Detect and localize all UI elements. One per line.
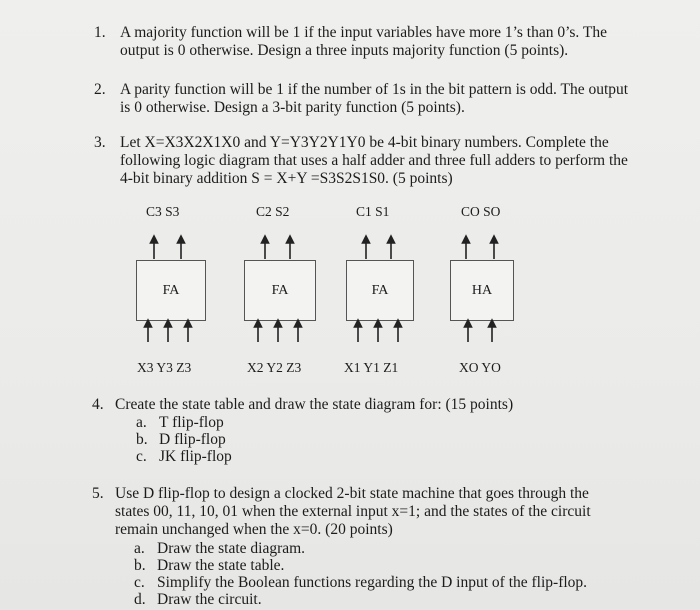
- question-5: [92, 485, 692, 539]
- question-5-line-2: states 00, 11, 10, 01 when the external input x=1; and the states of the circuit: [115, 503, 591, 520]
- question-5-item-a-marker: a.: [134, 540, 145, 557]
- block-4-outputs-label: CO SO: [461, 204, 501, 219]
- question-1-line-2: output is 0 otherwise. Design a three inputs majority function (5 points).: [120, 42, 569, 59]
- question-2-line-2: is 0 otherwise. Design a 3-bit parity function (5 points).: [120, 99, 465, 116]
- block-3-inputs-label: X1 Y1 Z1: [344, 360, 399, 375]
- question-3-line-2: following logic diagram that uses a half adder and three full adders to perform the: [120, 152, 628, 169]
- block-4-label: HA: [471, 283, 493, 298]
- question-5-item-d-marker: d.: [134, 591, 146, 608]
- question-4-item-a-marker: a.: [136, 414, 147, 431]
- block-2-label: FA: [271, 283, 289, 298]
- question-4-item-b: D flip-flop: [159, 431, 226, 448]
- block-1-outputs-label: C3 S3: [146, 204, 180, 219]
- block-4-inputs-label: XO YO: [459, 360, 501, 375]
- question-5-item-b: Draw the state table.: [157, 557, 285, 574]
- block-3-outputs-label: C1 S1: [356, 204, 390, 219]
- question-5-item-a: Draw the state diagram.: [157, 540, 306, 557]
- question-1-number: 1.: [94, 24, 106, 41]
- question-4-item-b-marker: b.: [136, 431, 148, 448]
- question-2-line-1: A parity function will be 1 if the number of 1s in the bit pattern is odd. The output: [120, 81, 629, 98]
- question-5-number: 5.: [92, 485, 104, 502]
- question-4-item-c-marker: c.: [136, 448, 147, 465]
- question-4-item-c: JK flip-flop: [159, 448, 232, 465]
- question-5-item-c-marker: c.: [134, 574, 145, 591]
- block-2-inputs-label: X2 Y2 Z3: [247, 360, 302, 375]
- question-5-line-1: Use D flip-flop to design a clocked 2-bit state machine that goes through the: [115, 485, 589, 502]
- question-2-number: 2.: [94, 81, 106, 98]
- question-3-number: 3.: [94, 134, 106, 151]
- question-5-line-3: remain unchanged when the x=0. (20 points): [115, 521, 393, 538]
- question-4-item-a: T flip-flop: [159, 414, 224, 431]
- block-2-outputs-label: C2 S2: [256, 204, 290, 219]
- question-5-item-c: Simplify the Boolean functions regarding the D input of the flip-flop.: [157, 574, 588, 591]
- question-5-item-b-marker: b.: [134, 557, 146, 574]
- question-5-item-d: Draw the circuit.: [157, 591, 262, 608]
- block-1-inputs-label: X3 Y3 Z3: [137, 360, 192, 375]
- question-4: [92, 396, 692, 414]
- question-4-line-1: Create the state table and draw the state diagram for: (15 points): [115, 396, 514, 413]
- question-3-line-3: 4-bit binary addition S = X+Y =S3S2S1S0. (5 points): [120, 170, 453, 187]
- block-3-label: FA: [371, 283, 389, 298]
- block-1-label: FA: [162, 283, 180, 298]
- question-4-number: 4.: [92, 396, 104, 413]
- question-1-line-1: A majority function will be 1 if the input variables have more 1’s than 0’s. The: [120, 24, 608, 41]
- question-3-line-1: Let X=X3X2X1X0 and Y=Y3Y2Y1Y0 be 4-bit binary numbers. Complete the: [120, 134, 609, 151]
